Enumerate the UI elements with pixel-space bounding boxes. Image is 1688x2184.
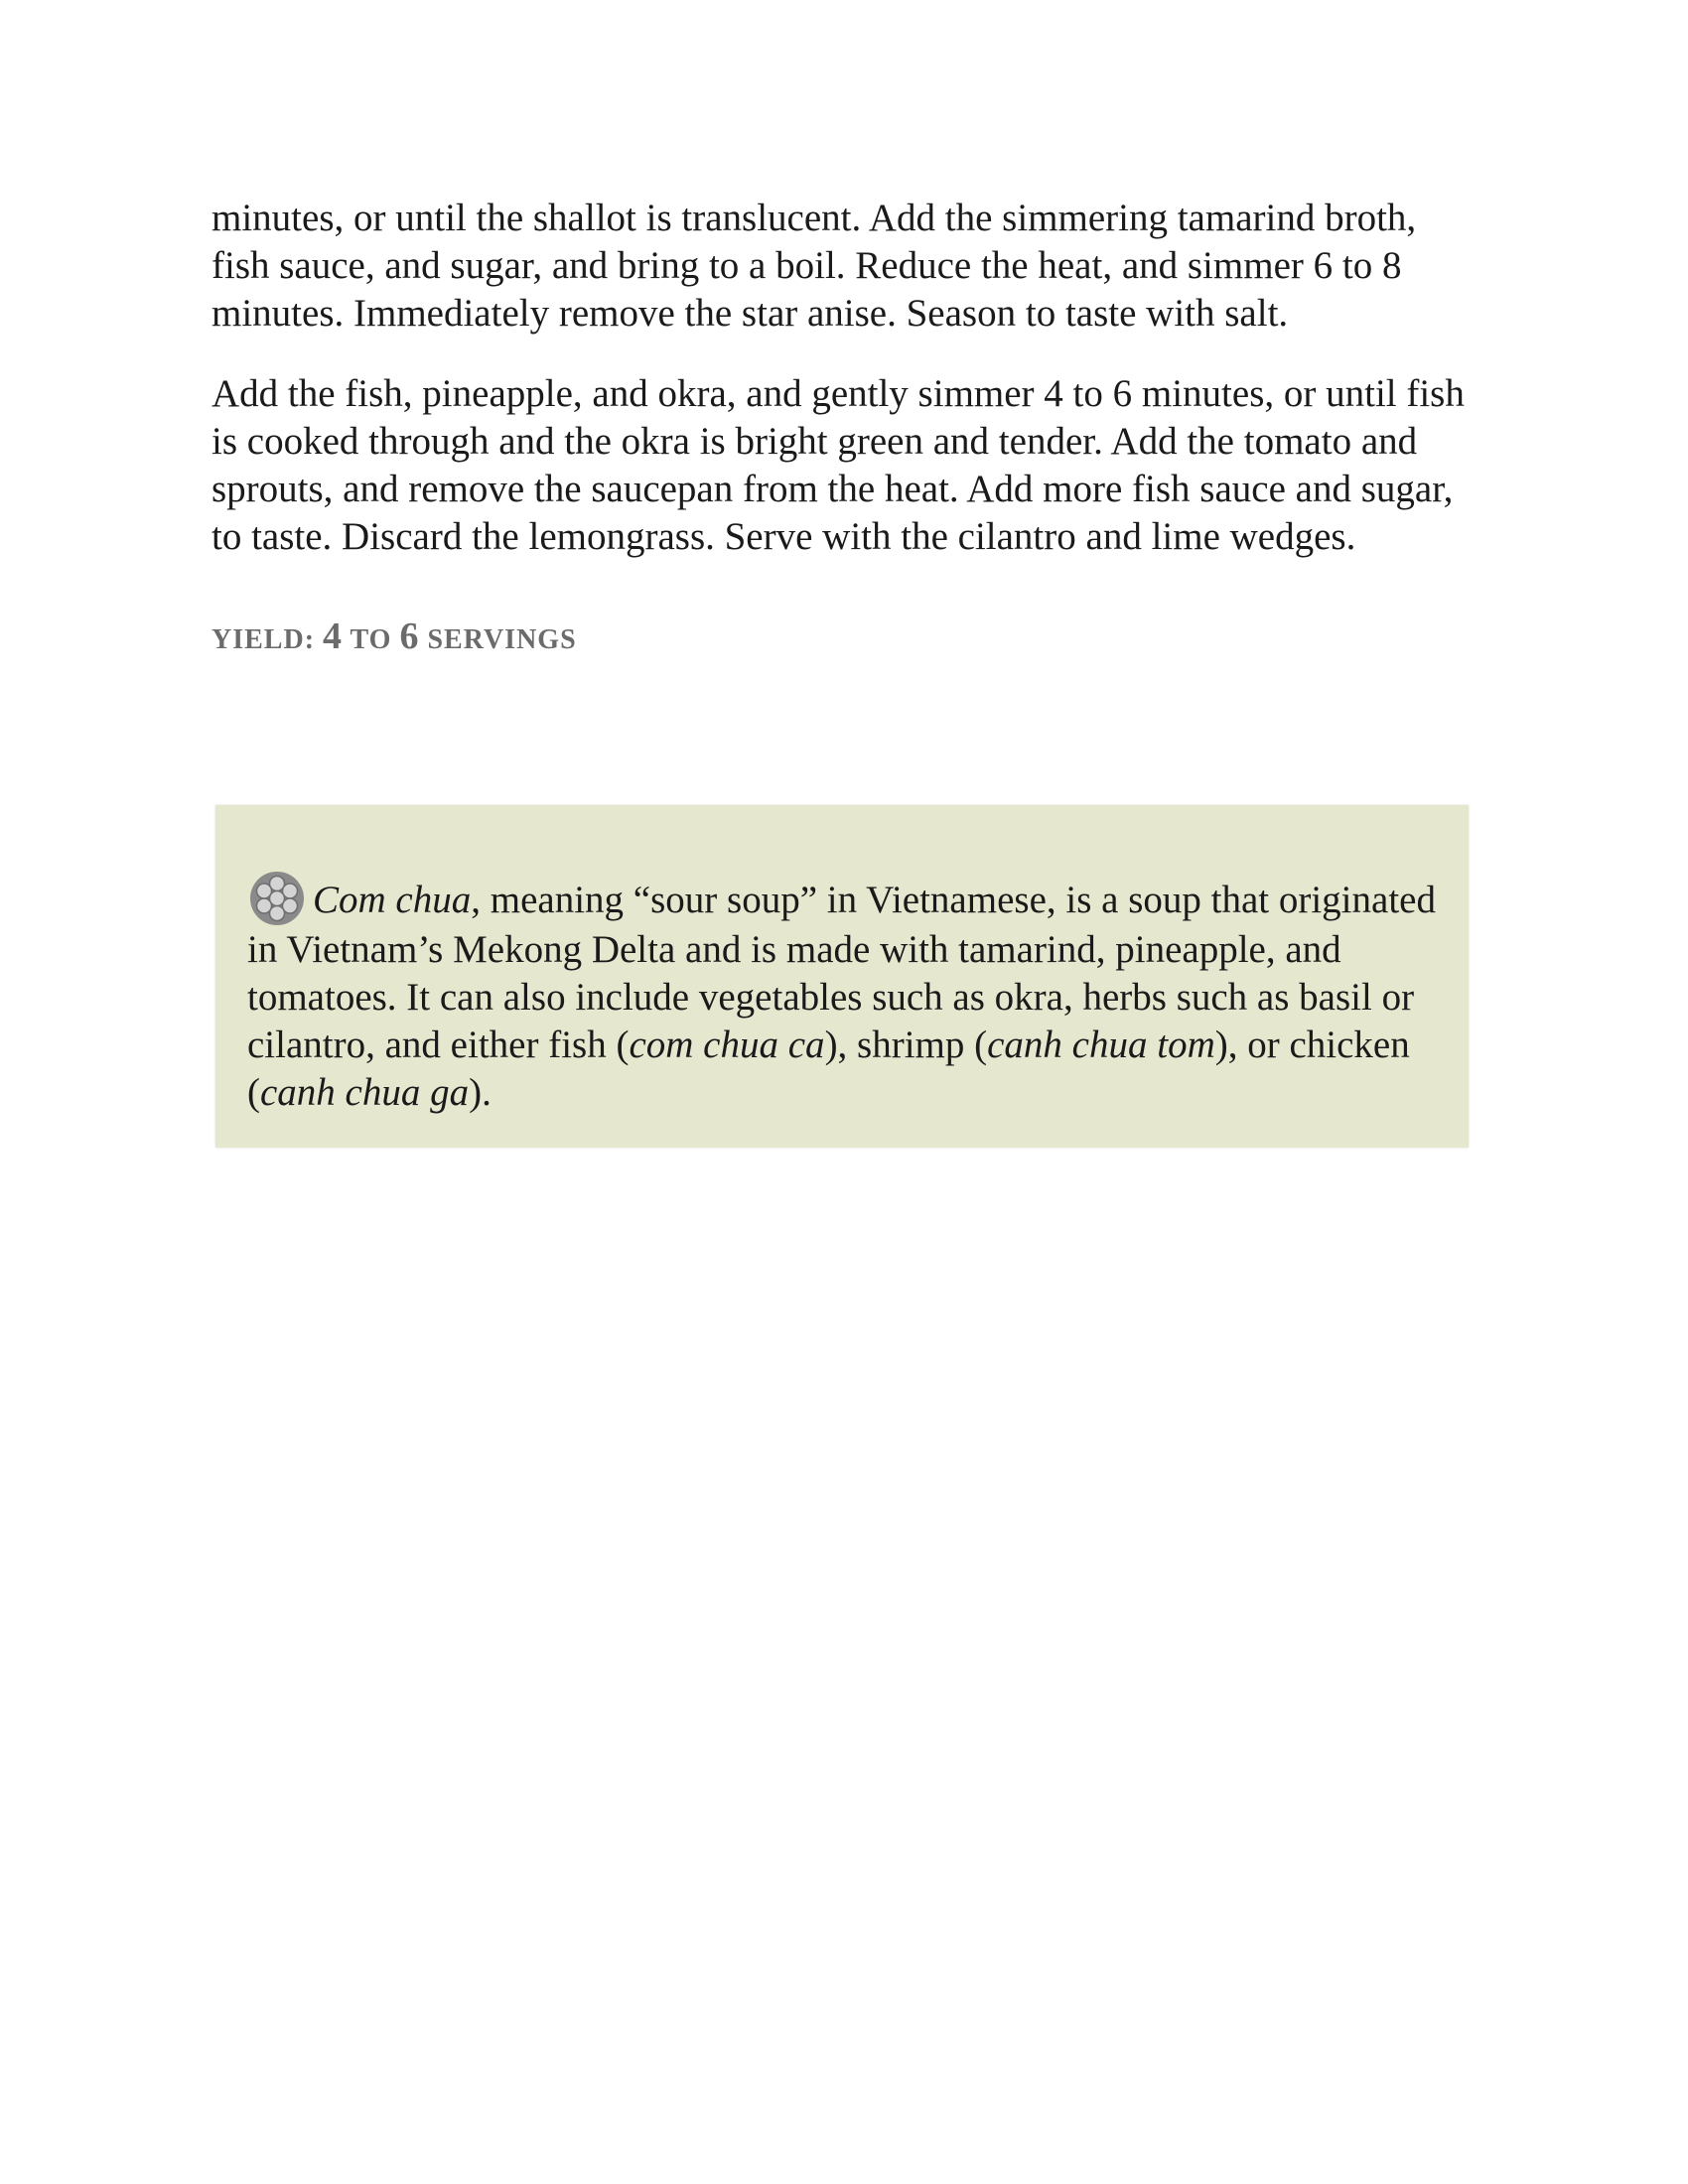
- flower-ornament-icon: [247, 871, 307, 926]
- note-text-4: ).: [469, 1071, 492, 1114]
- yield-line: [211, 616, 1482, 660]
- note-text-3: ), or chicken (: [247, 1024, 1410, 1114]
- instruction-paragraph-2: Add the fish, pineapple, and okra, and gently simmer 4 to 6 minutes, or until fish is cooked through and the okra is bright green and tender. Add the tomato and sprouts, and remove the saucepan from the heat. Add more fish sauce and sugar, to taste. Discard the lemongrass. Serve with the cilantro and lime wedges.: [211, 372, 1465, 558]
- note-term: Com chua: [313, 879, 472, 921]
- yield-to: 6: [399, 615, 420, 657]
- yield-to-word: TO: [350, 624, 392, 655]
- sidebar-note-box: [215, 805, 1469, 1148]
- note-text-1: , meaning “sour soup” in Vietnamese, is a soup that originated in Vietnam’s Mekong Delta and is made with tamarind, pineapple, and tomatoes. It can also include vegetables such as okra, herbs such as basil or cilantro, and either fish (: [247, 879, 1436, 1066]
- note-text: [247, 871, 1439, 1117]
- recipe-page: [211, 195, 1482, 660]
- note-text-2: ), shrimp (: [824, 1024, 988, 1066]
- yield-from: 4: [323, 615, 344, 657]
- note-term-chicken: canh chua ga: [260, 1071, 470, 1114]
- yield-unit: SERVINGS: [427, 624, 577, 655]
- note-term-shrimp: canh chua tom: [987, 1024, 1215, 1066]
- note-term-fish: com chua ca: [629, 1024, 825, 1066]
- yield-label: YIELD:: [211, 624, 316, 655]
- instruction-paragraph-1: minutes, or until the shallot is translucent. Add the simmering tamarind broth, fish sauce, and sugar, and bring to a boil. Reduce the heat, and simmer 6 to 8 minutes. Immediately remove the star anise. Season to taste with salt.: [211, 197, 1417, 335]
